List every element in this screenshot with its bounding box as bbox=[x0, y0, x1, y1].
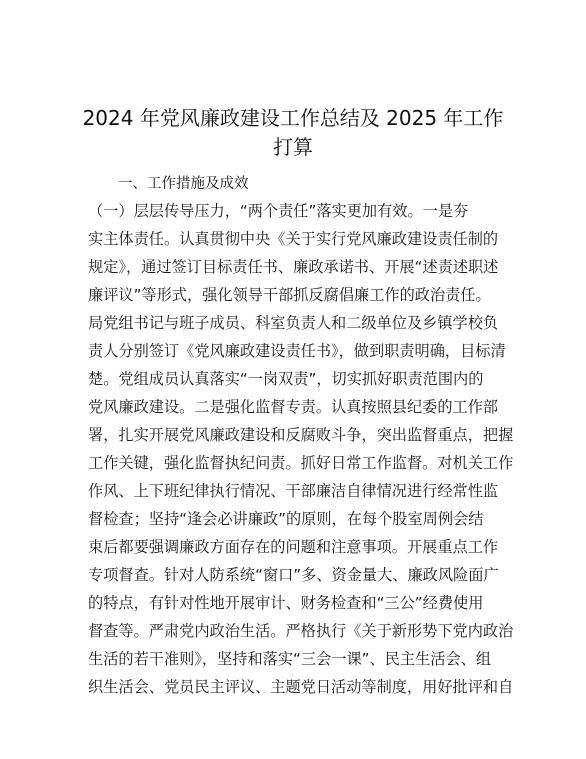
paragraph-line: 督查等。严肃党内政治生活。严格执行《关于新形势下党内政治 bbox=[88, 622, 514, 640]
paragraph-line: 生活的若干准则》，坚持和落实“三会一课”、民主生活会、组 bbox=[88, 650, 492, 668]
paragraph-line: （一）层层传导压力，“两个责任”落实更加有效。一是夯 bbox=[88, 202, 469, 220]
paragraph-line: 督检查；坚持“逢会必讲廉政”的原则，在每个股室周例会结 bbox=[88, 510, 484, 528]
document-title-line-2: 打算 bbox=[273, 135, 313, 159]
paragraph-line: 党风廉政建设。二是强化监督专责。认真按照县纪委的工作部 bbox=[88, 398, 499, 416]
paragraph-line: 楚。党组成员认真落实“一岗双责”，切实抓好职责范围内的 bbox=[88, 370, 484, 388]
section-heading: 一、工作措施及成效 bbox=[118, 176, 249, 192]
paragraph-line: 廉评议”等形式，强化领导干部抓反腐倡廉工作的政治责任。 bbox=[88, 286, 491, 304]
paragraph-line: 的特点，有针对性地开展审计、财务检查和“三公”经费使用 bbox=[88, 594, 484, 612]
paragraph-line: 织生活会、党员民主评议、主题党日活动等制度，用好批评和自 bbox=[88, 678, 514, 696]
document-title-line-1: 2024 年党风廉政建设工作总结及 2025 年工作 bbox=[82, 106, 504, 130]
paragraph-line: 实主体责任。认真贯彻中央《关于实行党风廉政建设责任制的 bbox=[88, 230, 499, 248]
paragraph-line: 署，扎实开展党风廉政建设和反腐败斗争，突出监督重点，把握 bbox=[88, 426, 514, 444]
paragraph-line: 工作关键，强化监督执纪问责。抓好日常工作监督。对机关工作 bbox=[88, 454, 514, 472]
paragraph-line: 局党组书记与班子成员、科室负责人和二级单位及乡镇学校负 bbox=[88, 314, 499, 332]
paragraph-line: 束后都要强调廉政方面存在的问题和注意事项。开展重点工作 bbox=[88, 538, 499, 556]
paragraph-line: 作风、上下班纪律执行情况、干部廉洁自律情况进行经常性监 bbox=[88, 482, 499, 500]
paragraph-line: 专项督查。针对人防系统“窗口”多、资金量大、廉政风险面广 bbox=[88, 566, 499, 584]
paragraph-line: 责人分别签订《党风廉政建设责任书》，做到职责明确，目标清 bbox=[88, 342, 506, 360]
paragraph-line: 规定》，通过签订目标责任书、廉政承诺书、开展“述责述职述 bbox=[88, 258, 499, 276]
